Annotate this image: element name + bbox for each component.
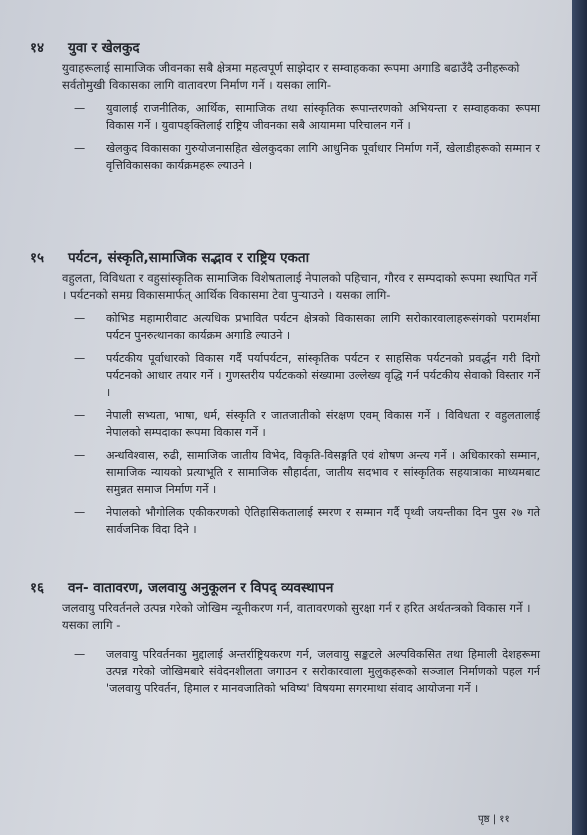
bullet-dash: — [74,142,86,155]
section-number: १४ [30,40,45,56]
bullet-text: नेपालको भौगोलिक एकीकरणको ऐतिहासिकतालाई स्मरण र सम्मान गर्दै पृथ्वी जयन्तीका दिन पुस २७ गते सार्वजनिक विदा दिने । [106,506,540,536]
section-forest-environment [30,578,540,697]
section-heading [30,248,540,266]
bullet-dash: — [74,352,86,365]
bullet-item [74,504,540,538]
section-number: १६ [30,580,45,596]
bullet-text: खेलकुद विकासका गुरुयोजनासहित खेलकुदका लागि आधुनिक पूर्वाधार निर्माण गर्ने, खेलाडीहरूको सम्मान र वृत्तिविकासका कार्यक्रमहरू ल्याउने । [106,142,540,172]
bullet-dash: — [74,648,86,661]
section-intro: जलवायु परिवर्तनले उत्पन्न गरेको जोखिम न्यूनीकरण गर्न, वातावरणको सुरक्षा गर्न र हरित अर्थतन्त्रको विकास गर्ने । यसका लागि - [62,601,531,632]
bullet-dash: — [74,506,86,519]
section-intro: वहुलता, विविधता र वहुसांस्कृतिक सामाजिक विशेषतालाई नेपालको पहिचान, गौरव र सम्पदाको रूपमा स्थापित गर्ने । पर्यटनको समग्र विकासमार्फत् आर्थिक विकासमा टेवा पुऱ्याउने । यसका लागि- [62,271,537,302]
bullet-text: जलवायु परिवर्तनका मुद्दालाई अन्तर्राष्ट्रियकरण गर्न, जलवायु सङ्कटले अल्पविकसित तथा हिमाली देशहरूमा उत्पन्न गरेको जोखिमबारे संवेदनशीलता जगाउन र सरोकारवाला मुलुकहरूको सञ्जाल निर्माणको पहल गर्न 'जलवायु परिवर्तन, हिमाल र मानवजातिको भविष्य' विषयमा सगरमाथा संवाद आयोजना गर्ने । [106,648,540,695]
section-title: युवा र खेलकुद [68,40,140,56]
section-youth-sports [30,38,540,174]
bullet-item [74,100,540,134]
page-edge [572,0,587,835]
bullet-text: पर्यटकीय पूर्वाधारको विकास गर्दै पर्यापर्यटन, सांस्कृतिक पर्यटन र साहसिक पर्यटनको प्रवर्द्धन गरी दिगो पर्यटनको आधार तयार गर्ने । गुणस्तरीय पर्यटकको संख्यामा उल्लेख्य वृद्धि गर्न पर्यटकीय सेवाको विस्तार गर्ने । [106,352,540,399]
section-number: १५ [30,250,45,266]
bullet-text: कोभिड महामारीवाट अत्यधिक प्रभावित पर्यटन क्षेत्रको विकासका लागि सरोकारवालाहरूसंगको परामर्शमा पर्यटन पुनरुत्थानका कार्यक्रम अगाडि ल्याउने । [106,312,540,342]
bullet-text: नेपाली सभ्यता, भाषा, धर्म, संस्कृति र जातजातीको संरक्षण एवम् विकास गर्ने । विविधता र वहुलतालाई नेपालको सम्पदाका रूपमा विकास गर्ने । [106,409,540,439]
bullet-item [74,310,540,344]
bullet-dash: — [74,102,86,115]
bullet-item [74,140,540,174]
section-heading [30,578,540,596]
bullet-item [74,646,540,697]
bullet-text: अन्धविश्वास, रुढी, सामाजिक जातीय विभेद, विकृति-विसङ्गति एवं शोषण अन्त्य गर्ने । अधिकारको सम्मान, सामाजिक न्यायको प्रत्याभूति र सामाजिक सौहार्दता, जातीय सदभाव र सांस्कृतिक सहयात्राका माध्यमबाट समुन्नत समाज निर्माण गर्ने । [106,449,540,496]
bullet-item [74,407,540,441]
bullet-text: युवालाई राजनीतिक, आर्थिक, सामाजिक तथा सांस्कृतिक रूपान्तरणको अभियन्ता र सम्वाहकका रूपमा विकास गर्ने । युवापङ्क्तिलाई राष्ट्रिय जीवनका सबै आयाममा परिचालन गर्ने । [106,102,540,132]
page-number: पृष्ठ | ११ [478,814,510,825]
bullet-dash: — [74,409,86,422]
section-tourism-culture [30,248,540,538]
section-intro: युवाहरूलाई सामाजिक जीवनका सबै क्षेत्रमा महत्वपूर्ण साझेदार र सम्वाहकका रूपमा अगाडि बढाउँदै उनीहरूको सर्वतोमुखी विकासका लागि वातावरण निर्माण गर्ने । यसका लागि- [62,61,520,92]
section-title: पर्यटन, संस्कृति,सामाजिक सद्भाव र राष्ट्रिय एकता [68,250,310,266]
bullet-item [74,350,540,401]
bullet-dash: — [74,312,86,325]
section-heading [30,38,540,56]
bullet-dash: — [74,449,86,462]
bullet-item [74,447,540,498]
section-title: वन- वातावरण, जलवायु अनुकूलन र विपद् व्यवस्थापन [68,580,334,596]
